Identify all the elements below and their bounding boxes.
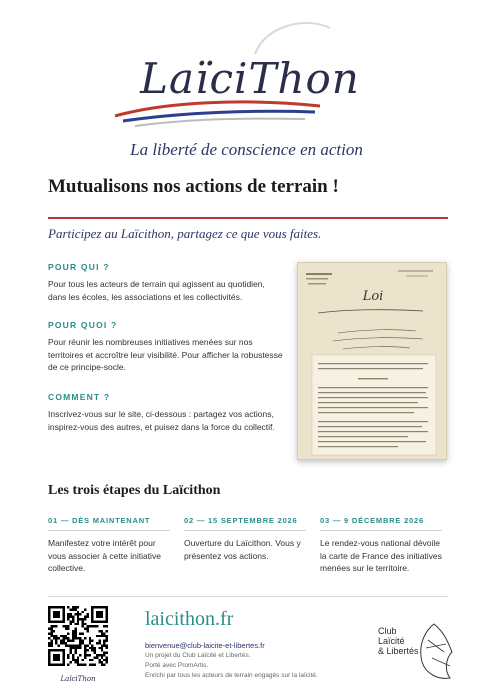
section-pour-qui [48,262,283,303]
club-laicite-libertes-logo [378,618,458,688]
qr-caption: LaïciThon [60,675,96,683]
section-body: Pour tous les acteurs de terrain qui agissent au quotidien, dans les écoles, les associations et les collectivités. [48,279,265,302]
section-title: COMMENT ? [48,392,111,402]
section-pour-quoi [48,320,283,374]
headline-divider [48,217,448,219]
section-body: Inscrivez-vous sur le site, ci-dessous : partagez vos actions, inspirez-vous des autres, et puisez dans la force du collectif. [48,409,275,432]
laicithon-logo [105,18,395,130]
step-label: 02 — 15 SEPTEMBRE 2026 [184,516,306,531]
step-text: Ouverture du Laïcithon. Vous y présentez vos actions. [184,538,301,561]
section-title: POUR QUOI ? [48,320,118,330]
section-title: POUR QUI ? [48,262,110,272]
step-label: 03 — 9 DÉCEMBRE 2026 [320,516,442,531]
qr-code[interactable] [48,606,108,686]
step-3 [320,516,442,575]
email-link[interactable]: bienvenue@club-laicite-et-libertes.fr [145,641,265,650]
credit-line: Porté avec PromArtis. [145,662,209,669]
footer-credits [145,651,318,681]
credit-line: Enrichi par tous les acteurs de terrain engagés sur la laïcité. [145,672,318,679]
logo-wordmark: LaïciThon [140,54,360,103]
steps-title: Les trois étapes du Laïcithon [48,483,221,498]
credit-line: Un projet du Club Laïcité et Libertés. [145,652,251,659]
section-comment [48,392,283,433]
club-line: Laïcité [378,636,405,646]
club-line: & Libertés [378,646,419,656]
step-label: 01 — DÈS MAINTENANT [48,516,170,531]
step-text: Manifestez votre intérêt pour vous associer à cette initiative collective. [48,538,161,573]
step-text: Le rendez-vous national dévoile la carte de France des initiatives menées sur le territoire. [320,538,442,573]
site-link[interactable]: laicithon.fr [145,608,234,630]
club-name [378,626,419,656]
club-line: Club [378,626,397,636]
footer-divider [48,596,448,597]
step-1 [48,516,170,575]
page-headline: Mutualisons nos actions de terrain ! [48,176,339,197]
section-body: Pour réunir les nombreuses initiatives menées sur nos territoires et accroître leur visibilité. Pour afficher la robustesse de ce principe-socle. [48,337,283,372]
qr-code-icon [48,606,108,666]
document-heading: Loi [362,289,384,304]
step-2 [184,516,306,562]
tagline: La liberté de conscience en action [130,140,363,159]
subheadline: Participez au Laïcithon, partagez ce que vous faites. [48,226,322,241]
historical-law-document-image [297,262,447,460]
